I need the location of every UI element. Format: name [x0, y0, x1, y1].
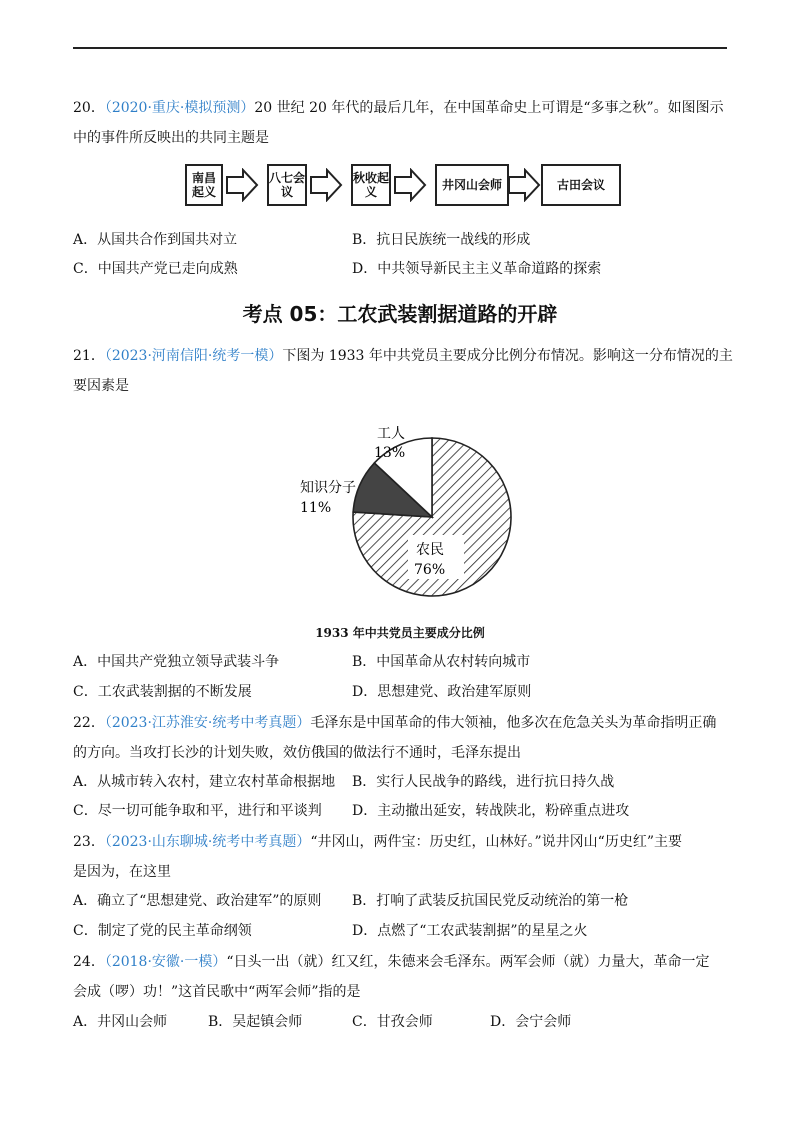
header-rule: [73, 47, 727, 49]
q23-source: （2023·山东聊城·统考中考真题）: [104, 834, 311, 850]
flow-arrow-icon: [507, 168, 541, 202]
q23-option-d[interactable]: D．点燃了“工农武装割据”的星星之火: [352, 923, 588, 939]
event-flow-diagram: [185, 158, 625, 212]
q21-option-b[interactable]: B．中国革命从农村转向城市: [352, 654, 531, 670]
q20-option-c[interactable]: C．中国共产党已走向成熟: [73, 261, 238, 277]
flow-box-nanchang: 南昌起义: [185, 164, 223, 206]
q22-option-d[interactable]: D．主动撤出延安，转战陕北，粉碎重点进攻: [352, 803, 630, 819]
flow-arrow-icon: [309, 168, 343, 202]
q24-option-b[interactable]: B．吴起镇会师: [208, 1014, 303, 1030]
q20-option-a[interactable]: A．从国共合作到国共对立: [73, 232, 238, 248]
q23-option-c[interactable]: C．制定了党的民主革命纲领: [73, 923, 252, 939]
chart-caption: 1933 年中共党员主要成分比例: [315, 626, 485, 640]
flow-arrow-icon: [393, 168, 427, 202]
pie-value-intellectual: 11%: [300, 500, 332, 516]
q24-line1: 24．（2018·安徽·一模）“日头一出（就）红又红，朱德来会毛泽东。两军会师（就）力量大，革命一定: [73, 954, 710, 970]
q21-option-d[interactable]: D．思想建党、政治建军原则: [352, 684, 532, 700]
flow-box-jinggangshan: 井冈山会师: [435, 164, 509, 206]
q22-source: （2023·江苏淮安·统考中考真题）: [104, 715, 311, 731]
pie-label-intellectual: 知识分子: [300, 480, 356, 496]
q22-option-a[interactable]: A．从城市转入农村，建立农村革命根据地: [73, 774, 336, 790]
q20-option-d[interactable]: D．中共领导新民主主义革命道路的探索: [352, 261, 602, 277]
q23-line2: 是因为，在这里: [73, 864, 171, 880]
q20-source: （2020·重庆·模拟预测）: [104, 100, 255, 116]
flow-box-gutian: 古田会议: [541, 164, 621, 206]
pie-label-worker: 工人: [377, 426, 405, 442]
q24-option-d[interactable]: D．会宁会师: [490, 1014, 572, 1030]
q20-line2: 中的事件所反映出的共同主题是: [73, 130, 269, 146]
q20-line1: 20．（2020·重庆·模拟预测）20 世纪 20 年代的最后几年，在中国革命史上可谓是“多事之秋”。如图图示: [73, 100, 724, 116]
party-composition-pie-chart: [290, 420, 520, 610]
q21-option-c[interactable]: C．工农武装割据的不断发展: [73, 684, 252, 700]
section-heading: 考点 05：工农武装割据道路的开辟: [242, 302, 558, 326]
q21-line2: 要因素是: [73, 378, 129, 394]
q22-line2: 的方向。当攻打长沙的计划失败，效仿俄国的做法行不通时，毛泽东提出: [73, 745, 521, 761]
flow-box-baqi: 八七会议: [267, 164, 307, 206]
q21-line1: 21．（2023·河南信阳·统考一模）下图为 1933 年中共党员主要成分比例分布情况。影响这一分布情况的主: [73, 348, 733, 364]
pie-label-farmer: 农民: [416, 542, 444, 558]
q23-line1: 23．（2023·山东聊城·统考中考真题）“井冈山，两件宝：历史红，山林好。”说井冈山“历史红”主要: [73, 834, 682, 850]
q21-source: （2023·河南信阳·统考一模）: [104, 348, 283, 364]
pie-value-farmer: 76%: [414, 562, 446, 578]
q21-option-a[interactable]: A．中国共产党独立领导武装斗争: [73, 654, 280, 670]
q20-option-b[interactable]: B．抗日民族统一战线的形成: [352, 232, 531, 248]
q22-option-b[interactable]: B．实行人民战争的路线，进行抗日持久战: [352, 774, 615, 790]
q24-source: （2018·安徽·一模）: [104, 954, 227, 970]
q24-option-c[interactable]: C．甘孜会师: [352, 1014, 433, 1030]
q22-line1: 22．（2023·江苏淮安·统考中考真题）毛泽东是中国革命的伟大领袖，他多次在危急关头为革命指明正确: [73, 715, 717, 731]
q22-option-c[interactable]: C．尽一切可能争取和平，进行和平谈判: [73, 803, 322, 819]
q24-line2: 会成（啰）功！”这首民歌中“两军会师”指的是: [73, 984, 361, 1000]
q23-option-a[interactable]: A．确立了“思想建党、政治建军”的原则: [73, 893, 322, 909]
q23-option-b[interactable]: B．打响了武装反抗国民党反动统治的第一枪: [352, 893, 629, 909]
flow-box-qiushou: 秋收起义: [351, 164, 391, 206]
flow-arrow-icon: [225, 168, 259, 202]
pie-value-worker: 13%: [374, 445, 406, 461]
q24-option-a[interactable]: A．井冈山会师: [73, 1014, 168, 1030]
